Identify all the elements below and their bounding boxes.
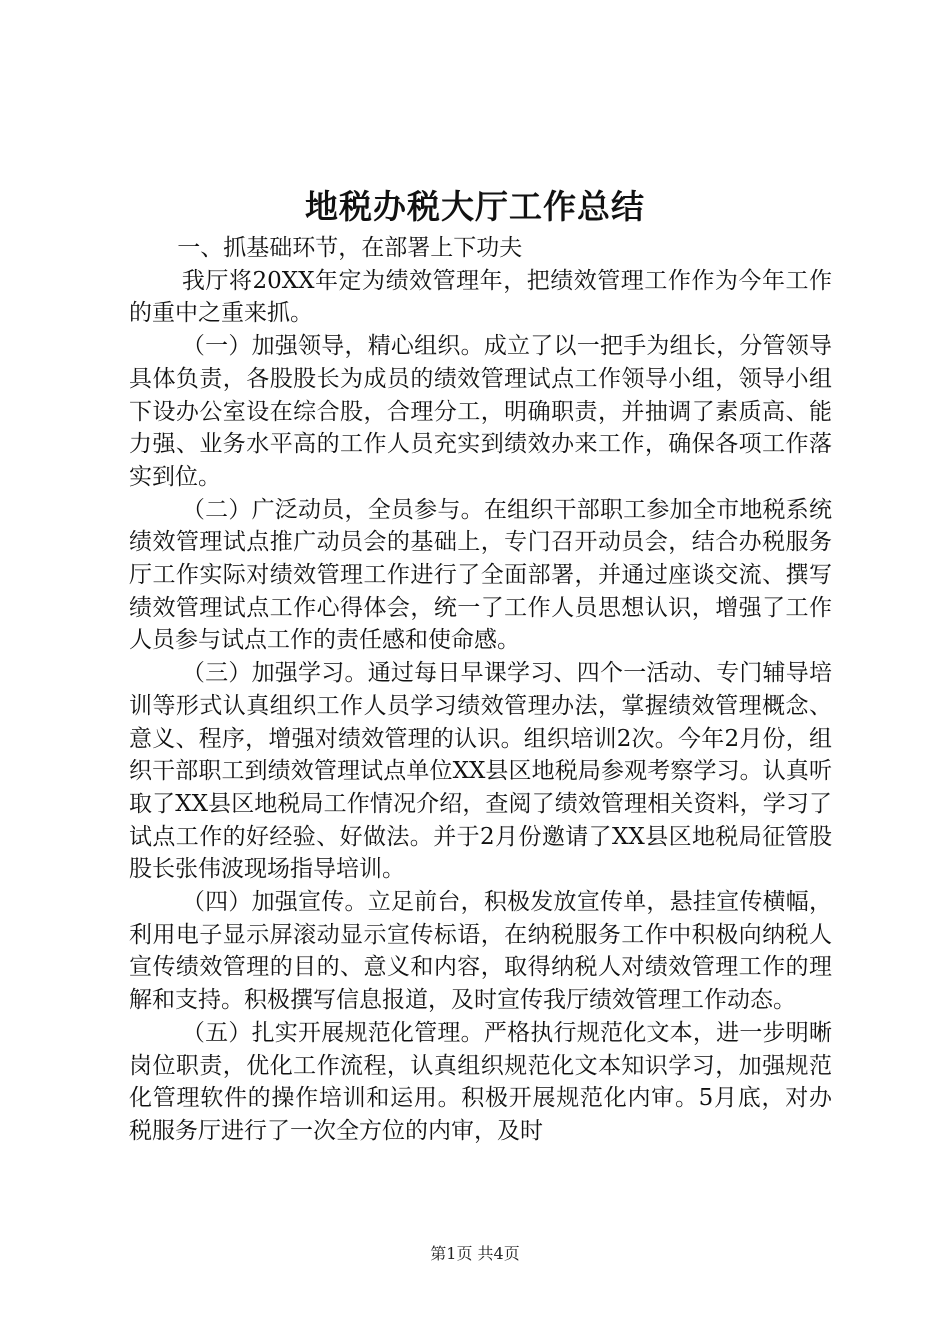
paragraph-standardization: （五）扎实开展规范化管理。严格执行规范化文本，进一步明晰岗位职责，优化工作流程，认真组织规范化文本知识学习，加强规范化管理软件的操作培训和运用。积极开展规范化内审。5月底，对办税服务厅进行了一次全方位的内审，及时 [129, 1019, 832, 1144]
page-number-footer: 第1页 共4页 [430, 1244, 520, 1263]
document-title: 地税办税大厅工作总结 [305, 187, 645, 226]
paragraph-publicity: （四）加强宣传。立足前台，积极发放宣传单，悬挂宣传横幅，利用电子显示屏滚动显示宣传标语，在纳税服务工作中积极向纳税人宣传绩效管理的目的、意义和内容，取得纳税人对绩效管理工作的理解和支持。积极撰写信息报道，及时宣传我厅绩效管理工作动态。 [129, 889, 832, 1014]
paragraph-intro: 我厅将20XX年定为绩效管理年，把绩效管理工作作为今年工作的重中之重来抓。 [129, 267, 832, 327]
paragraph-leadership: （一）加强领导，精心组织。成立了以一把手为组长，分管领导具体负责，各股股长为成员的绩效管理试点工作领导小组，领导小组下设办公室设在综合股，合理分工，明确职责，并抽调了素质高、能力强、业务水平高的工作人员充实到绩效办来工作，确保各项工作落实到位。 [129, 333, 832, 490]
section-heading: 一、抓基础环节，在部署上下功夫 [177, 235, 523, 261]
paragraph-mobilization: （二）广泛动员，全员参与。在组织干部职工参加全市地税系统绩效管理试点推广动员会的基础上，专门召开动员会，结合办税服务厅工作实际对绩效管理工作进行了全面部署，并通过座谈交流、撰写绩效管理试点工作心得体会，统一了工作人员思想认识，增强了工作人员参与试点工作的责任感和使命感。 [129, 496, 832, 654]
document-body [129, 232, 832, 1148]
paragraph-study: （三）加强学习。通过每日早课学习、四个一活动、专门辅导培训等形式认真组织工作人员学习绩效管理办法，掌握绩效管理概念、意义、程序，增强对绩效管理的认识。组织培训2次。今年2月份，组织干部职工到绩效管理试点单位XX县区地税局参观考察学习。认真听取了XX县区地税局工作情况介绍，查阅了绩效管理相关资料，学习了试点工作的好经验、好做法。并于2月份邀请了XX县区地税局征管股股长张伟波现场指导培训。 [129, 660, 832, 883]
